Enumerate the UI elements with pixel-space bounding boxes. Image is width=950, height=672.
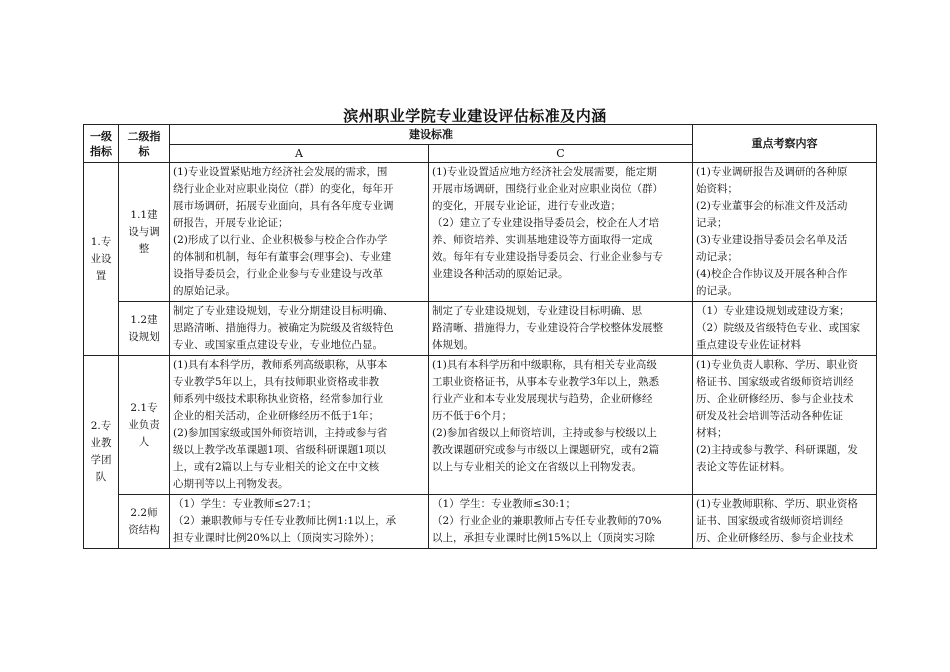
header-level2: 二级指标 bbox=[119, 125, 170, 163]
focus-cell: (1)专业调研报告及调研的各种原 始资料； (2)专业董事会的标准文件及活动 记录； (3)专业建设指导委员会名单及活 动记录； (4)校企合作协议及开展各种合作 的记录。 bbox=[693, 163, 877, 302]
standard-a-cell: (1)具有本科学历，教师系列高级职称，从事本 专业教学5年以上，具有技师职业资格或非教 师系列中级技术职称执业资格，经常参加行业 企业的相关活动，企业研修经历不低于1年； (2)参加国家级或国外师资培训，主持或参与省 级以上教学改革课题1项、省级科研课题1项以 上，或有2篇以上与专业相关的论文在中文核 心期刊等以上刊物发表。 bbox=[170, 356, 429, 495]
header-focus: 重点考察内容 bbox=[693, 125, 877, 163]
focus-cell: (1)专业教师职称、学历、职业资格 证书、国家级或省级师资培训经 历、企业研修经历、参与企业技术 bbox=[693, 495, 877, 549]
standard-c-cell: （1）学生：专业教师≤30:1； （2）行业企业的兼职教师占专任专业教师的70% 以上，承担专业课时比例15%以上（顶岗实习除 bbox=[429, 495, 693, 549]
header-col-c: C bbox=[429, 145, 693, 163]
standard-c-cell: 制定了专业建设规划，专业建设目标明确、思 路清晰、措施得力，专业建设符合学校整体发展整 体规划。 bbox=[429, 302, 693, 356]
evaluation-table bbox=[83, 124, 877, 549]
level1-cell: 1.专业设置 bbox=[84, 163, 119, 356]
standard-a-cell: 制定了专业建设规划，专业分期建设目标明确、 思路清晰、措施得力。被确定为院级及省级特色 专业、或国家重点建设专业，专业地位凸显。 bbox=[170, 302, 429, 356]
standard-c-cell: (1)专业设置适应地方经济社会发展需要，能定期 开展市场调研，围绕行业企业对应职业岗位（群） 的变化，开展专业论证，进行专业改造； （2）建立了专业建设指导委员会，校企在人才培 养、师资培养、实训基地建设等方面取得一定成 效。每年有专业建设指导委员会、行业企业参与专 业建设各种活动的原始记录。 bbox=[429, 163, 693, 302]
level2-cell: 1.2建设规划 bbox=[119, 302, 170, 356]
focus-cell: (1)专业负责人职称、学历、职业资 格证书、国家级或省级师资培训经 历、企业研修经历、参与企业技术 研发及社会培训等活动各种佐证 材料； (2)主持或参与教学、科研课题，发 表论文等佐证材料。 bbox=[693, 356, 877, 495]
standard-a-cell: （1）学生：专业教师≤27:1； （2）兼职教师与专任专业教师比例1:1以上，承 担专业课时比例20%以上（顶岗实习除外）； bbox=[170, 495, 429, 549]
page-title: 滨州职业学院专业建设评估标准及内涵 bbox=[343, 107, 607, 125]
header-standard: 建设标准 bbox=[170, 125, 693, 145]
level2-cell: 2.1专业负责人 bbox=[119, 356, 170, 495]
standard-c-cell: (1)具有本科学历和中级职称，具有相关专业高级 工职业资格证书，从事本专业教学3年以上，熟悉 行业产业和本专业发展现状与趋势，企业研修经 历不低于6个月； (2)参加省级以上师资培训，主持或参与校级以上 教改课题研究或参与市级以上课题研究，或有2篇 以上与专业相关的论文在省级以上刊物发表。 bbox=[429, 356, 693, 495]
focus-cell: （1）专业建设规划或建设方案； （2）院级及省级特色专业、或国家 重点建设专业佐证材料 bbox=[693, 302, 877, 356]
standard-a-cell: (1)专业设置紧贴地方经济社会发展的需求，围 绕行业企业对应职业岗位（群）的变化，每年开 展市场调研，拓展专业面向，具有各年度专业调 研报告，开展专业论证； (2)形成了以行业、企业积极参与校企合作办学 的体制和机制，每年有董事会(理事会)、专业建 设指导委员会，行业企业参与专业建设与改革 的原始记录。 bbox=[170, 163, 429, 302]
level1-cell: 2.专业教学团队 bbox=[84, 356, 119, 549]
level2-cell: 2.2师资结构 bbox=[119, 495, 170, 549]
header-col-a: A bbox=[170, 145, 429, 163]
level2-cell: 1.1建设与调整 bbox=[119, 163, 170, 302]
header-level1: 一级指标 bbox=[84, 125, 119, 163]
